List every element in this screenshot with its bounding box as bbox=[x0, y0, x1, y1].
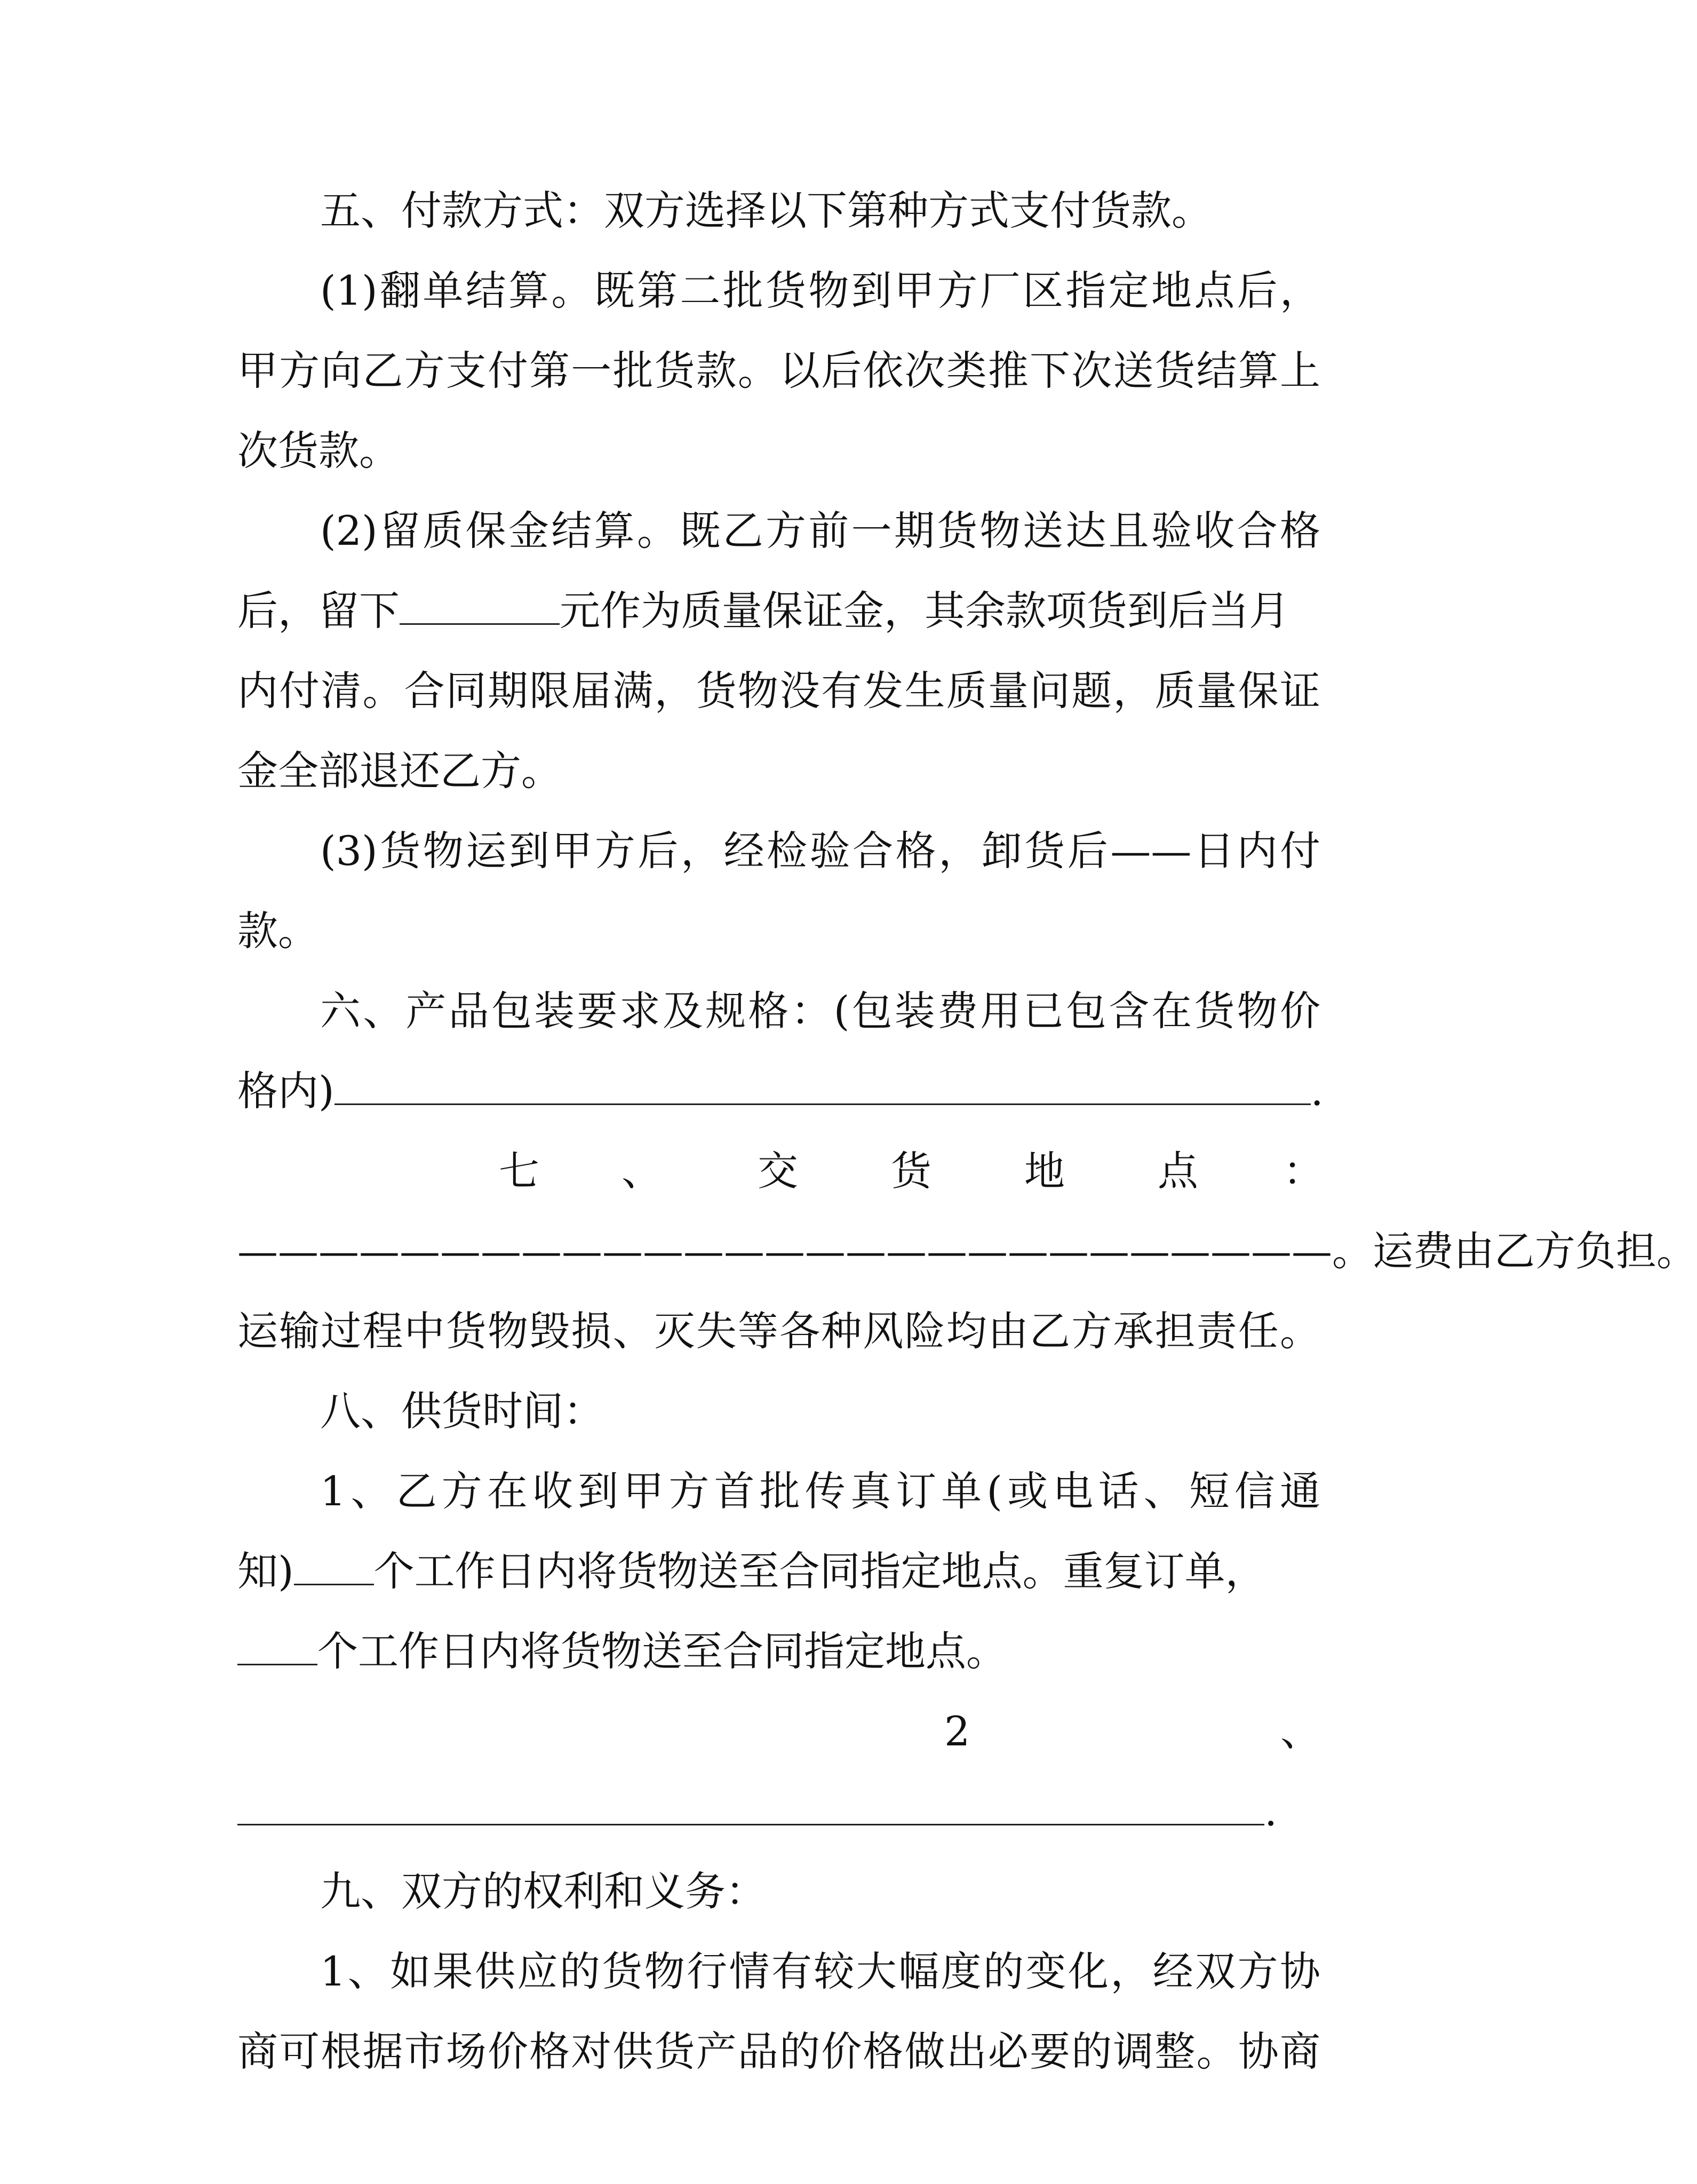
text: ———————————————————————————。运费由乙方负担。 bbox=[237, 1227, 1697, 1275]
paragraph-line bbox=[237, 1619, 1320, 1683]
text: 知) bbox=[237, 1547, 294, 1595]
item-2-blank bbox=[237, 1792, 1264, 1825]
text: 个工作日内将货物送至合同指定地点。 bbox=[317, 1627, 1007, 1675]
paragraph-line bbox=[237, 2020, 1320, 2084]
text: 运输过程中货物毁损、灭失等各种风险均由乙方承担责任。 bbox=[237, 1307, 1320, 1355]
paragraph-line bbox=[237, 1699, 1320, 1764]
deposit-amount-blank bbox=[400, 591, 560, 625]
text: 交 bbox=[758, 1147, 798, 1195]
paragraph-line bbox=[237, 739, 1320, 803]
text: 元作为质量保证金，其余款项货到后当月 bbox=[560, 587, 1289, 634]
text: (3)货物运到甲方后，经检验合格，卸货后——日内付 bbox=[320, 827, 1320, 875]
text: 商可根据市场价格对供货产品的价格做出必要的调整。协商 bbox=[237, 2028, 1320, 2075]
paragraph-line bbox=[320, 1940, 1320, 2004]
paragraph-line bbox=[237, 1219, 1697, 1283]
paragraph-line bbox=[237, 1780, 1320, 1844]
section-8-heading bbox=[320, 1379, 1320, 1443]
text: 九、双方的权利和义务： bbox=[320, 1868, 766, 1915]
text: 次货款。 bbox=[237, 427, 400, 474]
text: 1、如果供应的货物行情有较大幅度的变化，经双方协 bbox=[320, 1948, 1320, 1995]
text: 、 bbox=[1280, 1708, 1321, 1755]
text: 甲方向乙方支付第一批货款。以后依次类推下次送货结算上 bbox=[237, 347, 1320, 394]
text: 2 bbox=[944, 1708, 970, 1755]
paragraph-line bbox=[237, 659, 1320, 723]
text: (1)翻单结算。既第二批货物到甲方厂区指定地点后， bbox=[320, 267, 1320, 314]
text: 点 bbox=[1158, 1147, 1198, 1195]
paragraph-line bbox=[320, 1459, 1320, 1523]
text: 货 bbox=[891, 1147, 931, 1195]
text: 五、付款方式：双方选择以下第种方式支付货款。 bbox=[320, 187, 1212, 234]
section-5-heading bbox=[320, 179, 1320, 243]
text: 地 bbox=[1024, 1147, 1065, 1195]
paragraph-line bbox=[237, 1539, 1320, 1603]
paragraph-line bbox=[320, 259, 1320, 323]
text: . bbox=[1310, 1067, 1324, 1115]
packaging-spec-blank bbox=[334, 1071, 1311, 1105]
paragraph-line bbox=[237, 419, 1320, 483]
paragraph-line bbox=[237, 1299, 1320, 1363]
text: 七 bbox=[499, 1147, 539, 1195]
text: 格内) bbox=[237, 1067, 334, 1115]
section-9-heading bbox=[320, 1860, 1320, 1924]
paragraph-line bbox=[237, 339, 1320, 403]
paragraph-line bbox=[320, 819, 1320, 883]
text: 八、供货时间： bbox=[320, 1387, 604, 1435]
paragraph-line bbox=[237, 579, 1320, 643]
text: 、 bbox=[622, 1147, 662, 1195]
days-blank bbox=[294, 1552, 374, 1585]
section-6-heading bbox=[320, 979, 1320, 1043]
text: 款。 bbox=[237, 907, 318, 955]
text: 后，留下 bbox=[237, 587, 400, 634]
text: 内付清。合同期限届满，货物没有发生质量问题，质量保证 bbox=[237, 667, 1320, 714]
paragraph-line bbox=[237, 1059, 1324, 1123]
text: (2)留质保金结算。既乙方前一期货物送达且验收合格 bbox=[320, 507, 1320, 554]
days-blank bbox=[237, 1632, 317, 1665]
text: 个工作日内将货物送至合同指定地点。重复订单， bbox=[373, 1547, 1266, 1595]
text: . bbox=[1264, 1788, 1278, 1835]
paragraph-line bbox=[320, 499, 1320, 563]
paragraph-line bbox=[237, 899, 1320, 963]
text: 1、乙方在收到甲方首批传真订单(或电话、短信通 bbox=[320, 1467, 1320, 1515]
text: ： bbox=[1283, 1147, 1324, 1195]
text: 金全部退还乙方。 bbox=[237, 747, 562, 795]
section-7-heading bbox=[237, 1139, 1324, 1203]
text: 六、产品包装要求及规格：(包装费用已包含在货物价 bbox=[320, 987, 1320, 1035]
